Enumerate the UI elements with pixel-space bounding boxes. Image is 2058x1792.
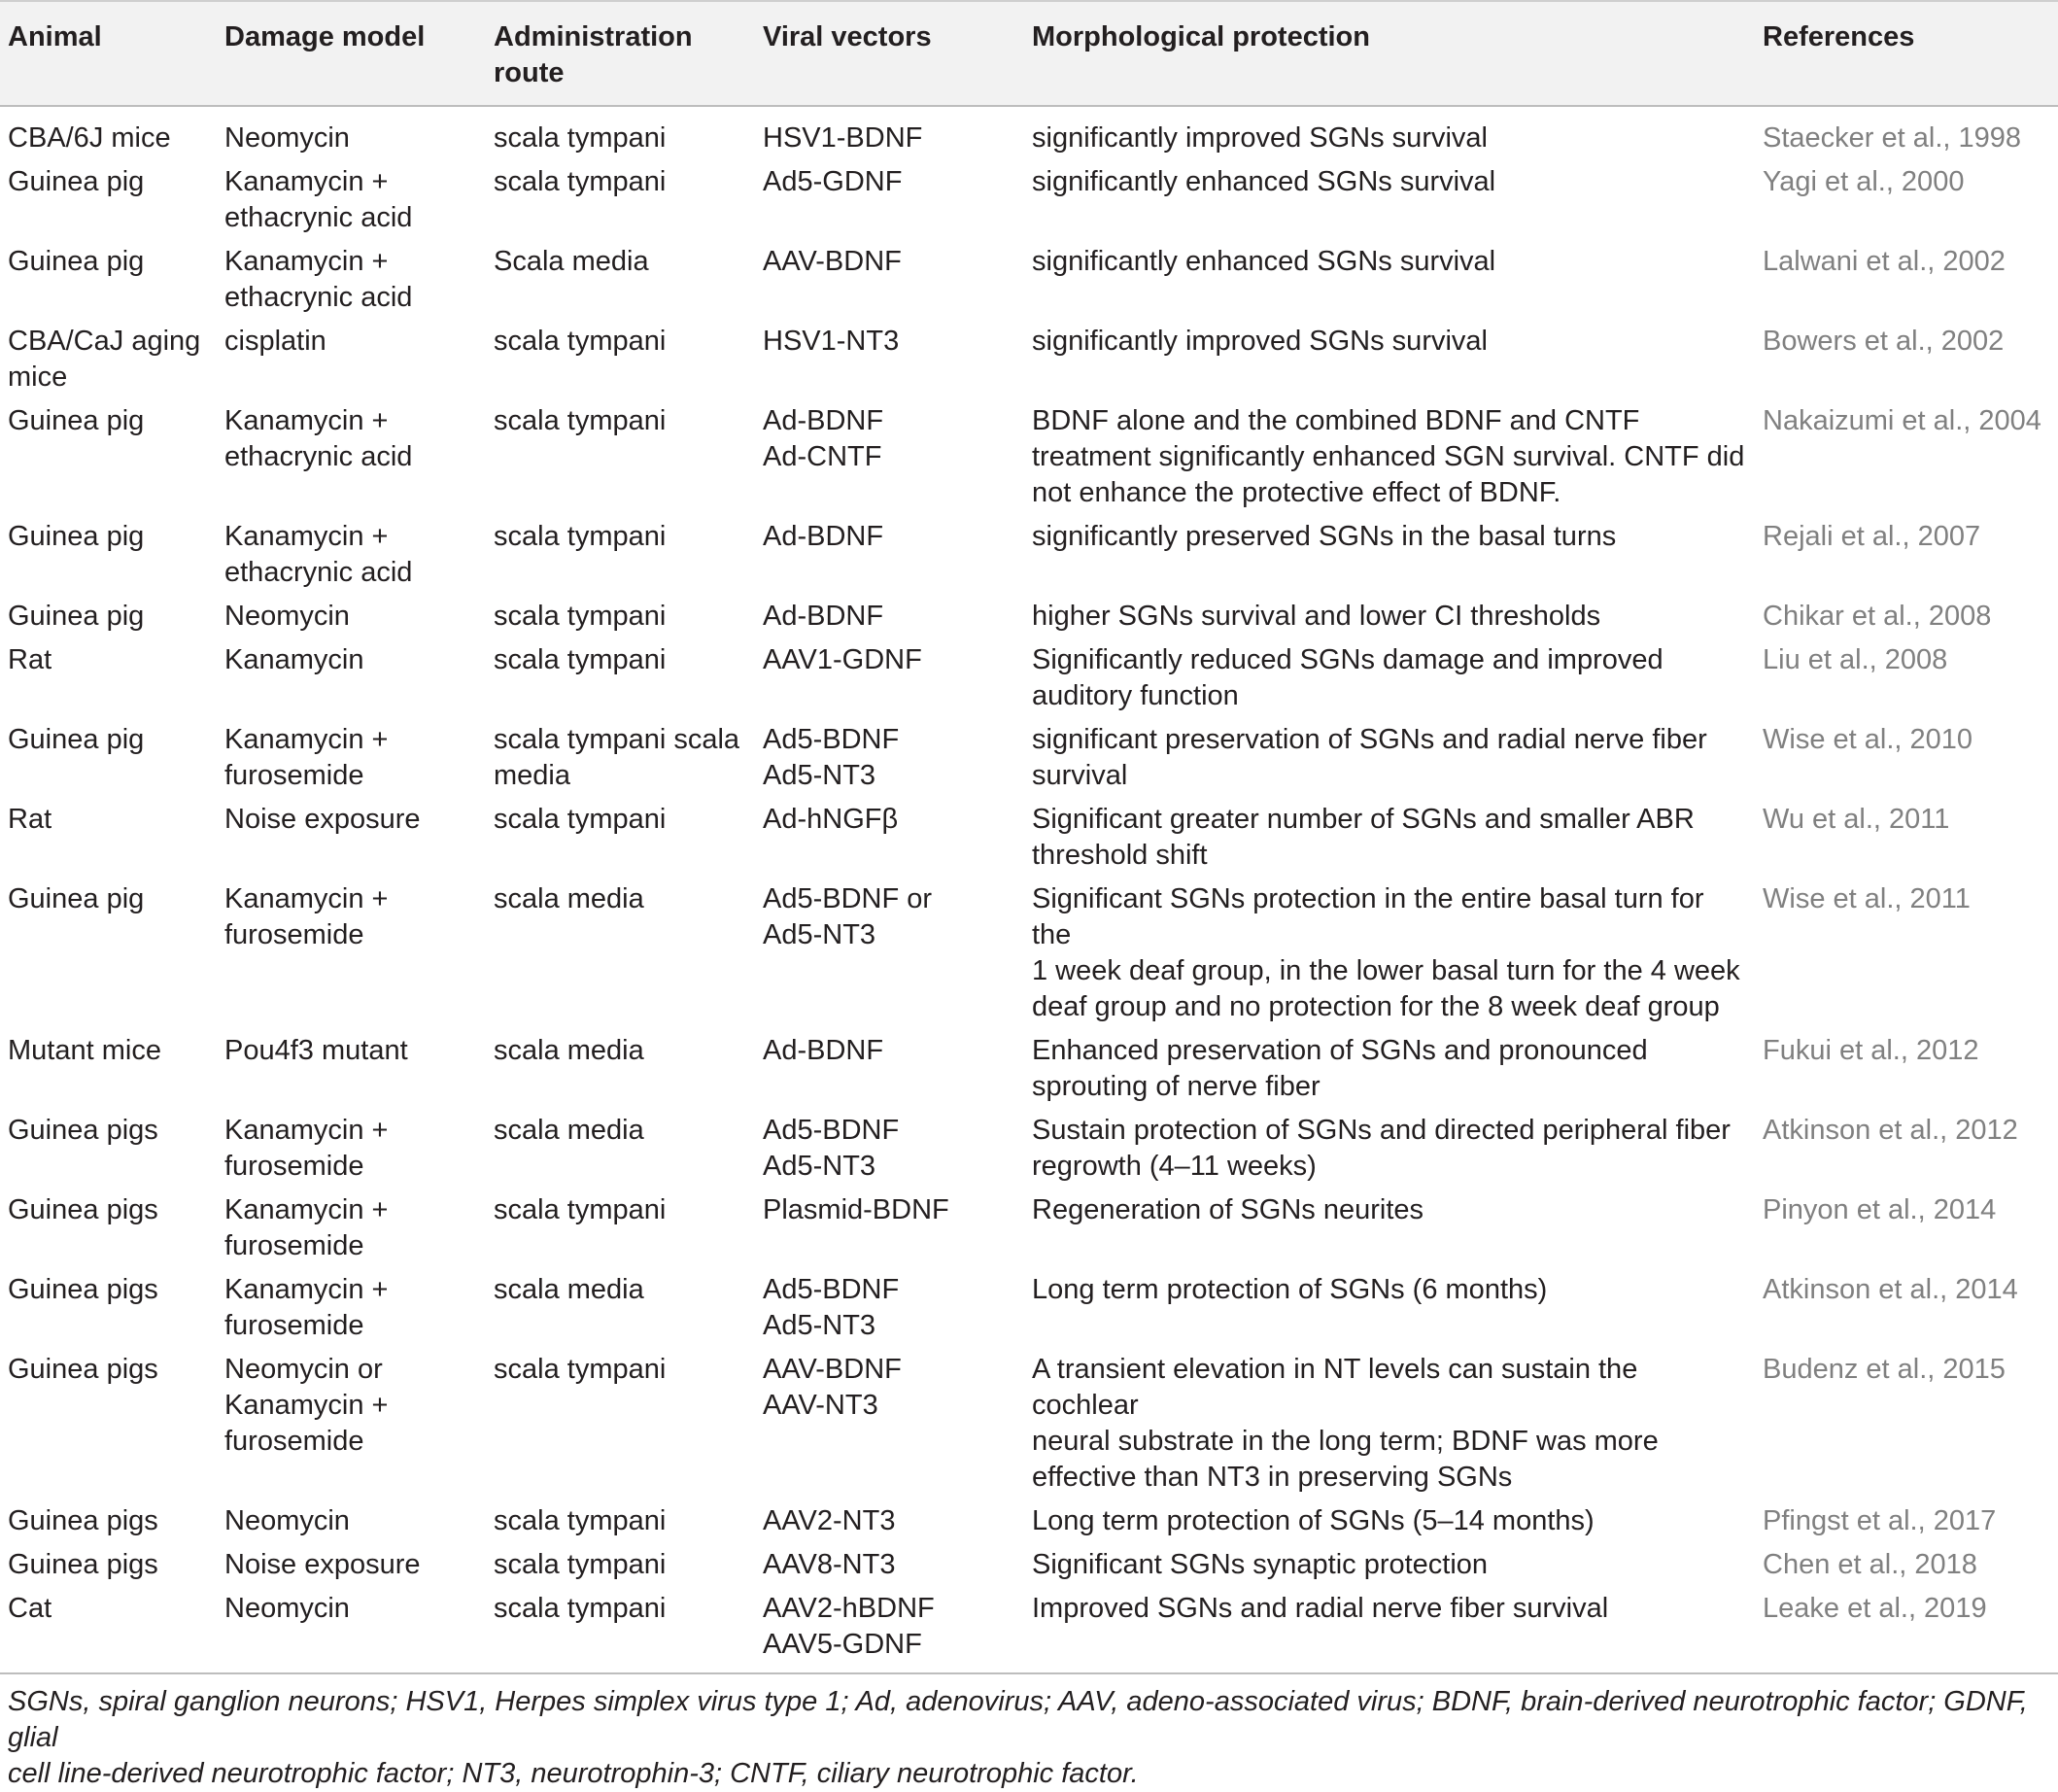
cell-administration-route-line: scala tympani: [494, 122, 667, 154]
cell-reference: Wise et al., 2010: [1763, 724, 1972, 755]
cell-reference: Budenz et al., 2015: [1763, 1354, 2006, 1385]
cell-administration-route: [486, 1109, 755, 1189]
table-row: [0, 399, 2058, 515]
cell-morphological-protection-line: Improved SGNs and radial nerve fiber survival: [1032, 1593, 1609, 1624]
table-row: [0, 1499, 2058, 1543]
header-administration-route-line1: Administration: [494, 21, 693, 52]
cell-viral-vectors: [755, 1587, 1024, 1673]
cell-morphological-protection-line: Sustain protection of SGNs and directed peripheral fiber: [1032, 1115, 1731, 1146]
cell-viral-vectors: [755, 1348, 1024, 1499]
cell-damage-model: [217, 718, 486, 798]
cell-damage-model-line: ethacrynic acid: [224, 282, 413, 313]
cell-animal-line: Guinea pig: [8, 166, 145, 197]
cell-morphological-protection-line: auditory function: [1032, 680, 1239, 711]
cell-animal: [0, 240, 217, 320]
cell-administration-route-line: Scala media: [494, 246, 649, 277]
cell-morphological-protection: [1024, 1348, 1755, 1499]
cell-animal: [0, 1499, 217, 1543]
table-row: [0, 1109, 2058, 1189]
cell-viral-vectors: [755, 320, 1024, 399]
table-footnote: [0, 1674, 2058, 1792]
cell-reference: Staecker et al., 1998: [1763, 122, 2021, 154]
cell-morphological-protection-line: significant preservation of SGNs and radial nerve fiber: [1032, 724, 1707, 755]
cell-morphological-protection-line: neural substrate in the long term; BDNF was more: [1032, 1426, 1659, 1457]
table-row: [0, 1543, 2058, 1587]
cell-viral-vectors: [755, 399, 1024, 515]
cell-viral-vectors-line: Ad5-BDNF: [763, 1115, 900, 1146]
cell-animal-line: Guinea pig: [8, 883, 145, 914]
table-row: [0, 798, 2058, 878]
cell-damage-model: [217, 1499, 486, 1543]
cell-administration-route-line: scala tympani: [494, 405, 667, 436]
table-row: [0, 106, 2058, 160]
cell-administration-route: [486, 798, 755, 878]
header-administration-route: [486, 1, 755, 106]
cell-administration-route: [486, 878, 755, 1029]
header-administration-route-line2: route: [494, 57, 565, 88]
cell-animal-line: Guinea pig: [8, 246, 145, 277]
cell-viral-vectors: [755, 240, 1024, 320]
cell-administration-route: [486, 1189, 755, 1268]
cell-morphological-protection: [1024, 798, 1755, 878]
cell-morphological-protection-line: Significant SGNs protection in the entire basal turn for the: [1032, 883, 1704, 950]
cell-damage-model: [217, 1543, 486, 1587]
cell-viral-vectors-line: AAV1-GDNF: [763, 644, 922, 675]
cell-viral-vectors: [755, 160, 1024, 240]
cell-damage-model-line: Noise exposure: [224, 804, 421, 835]
table-row: [0, 1189, 2058, 1268]
table-row: [0, 515, 2058, 595]
header-viral-vectors: Viral vectors: [755, 1, 1024, 106]
cell-animal-line: Guinea pig: [8, 601, 145, 632]
cell-viral-vectors: [755, 1543, 1024, 1587]
table-body: [0, 106, 2058, 1673]
cell-morphological-protection-line: regrowth (4–11 weeks): [1032, 1151, 1317, 1182]
cell-viral-vectors: [755, 1029, 1024, 1109]
cell-administration-route: [486, 399, 755, 515]
cell-viral-vectors-line: Ad5-BDNF: [763, 724, 900, 755]
header-damage-model: Damage model: [217, 1, 486, 106]
cell-morphological-protection: [1024, 399, 1755, 515]
cell-viral-vectors-line: Ad-BDNF: [763, 521, 884, 552]
cell-damage-model-line: Kanamycin +: [224, 166, 389, 197]
cell-animal-line: Guinea pigs: [8, 1549, 158, 1580]
cell-animal-line: Guinea pigs: [8, 1115, 158, 1146]
cell-animal: [0, 798, 217, 878]
cell-administration-route-line: media: [494, 760, 570, 791]
header-morphological-protection: Morphological protection: [1024, 1, 1755, 106]
cell-reference: Chen et al., 2018: [1763, 1549, 1977, 1580]
cell-viral-vectors-line: Ad-BDNF: [763, 405, 884, 436]
cell-morphological-protection-line: Regeneration of SGNs neurites: [1032, 1194, 1423, 1225]
cell-animal-line: CBA/CaJ aging: [8, 326, 201, 357]
cell-animal-line: Cat: [8, 1593, 52, 1624]
cell-animal: [0, 878, 217, 1029]
cell-morphological-protection-line: deaf group and no protection for the 8 week deaf group: [1032, 991, 1720, 1022]
cell-damage-model-line: Kanamycin +: [224, 724, 389, 755]
cell-viral-vectors-line: AAV2-NT3: [763, 1505, 896, 1536]
cell-damage-model-line: Neomycin: [224, 1505, 350, 1536]
cell-viral-vectors-line: Ad5-NT3: [763, 760, 876, 791]
table-row: [0, 1268, 2058, 1348]
cell-morphological-protection-line: significantly preserved SGNs in the basal turns: [1032, 521, 1617, 552]
cell-administration-route: [486, 515, 755, 595]
cell-administration-route: [486, 160, 755, 240]
cell-administration-route-line: scala tympani: [494, 804, 667, 835]
cell-administration-route: [486, 1348, 755, 1499]
cell-animal-line: Rat: [8, 804, 52, 835]
cell-administration-route: [486, 718, 755, 798]
cell-administration-route-line: scala media: [494, 1115, 644, 1146]
header-references: References: [1755, 1, 2058, 106]
cell-viral-vectors: [755, 878, 1024, 1029]
cell-animal: [0, 1543, 217, 1587]
cell-damage-model: [217, 399, 486, 515]
cell-morphological-protection-line: higher SGNs survival and lower CI thresholds: [1032, 601, 1601, 632]
cell-damage-model-line: Kanamycin +: [224, 883, 389, 914]
header-animal: Animal: [0, 1, 217, 106]
cell-morphological-protection: [1024, 1268, 1755, 1348]
cell-damage-model-line: furosemide: [224, 1310, 364, 1341]
cell-viral-vectors-line: Ad-hNGFβ: [763, 804, 899, 835]
cell-animal: [0, 1109, 217, 1189]
footnote-line1: SGNs, spiral ganglion neurons; HSV1, Herpes simplex virus type 1; Ad, adenovirus; AAV, adeno-associated virus; BDNF, brain-derived neurotrophic factor; GDNF, glial: [8, 1686, 2028, 1753]
cell-morphological-protection: [1024, 878, 1755, 1029]
cell-reference: Pinyon et al., 2014: [1763, 1194, 1997, 1225]
cell-viral-vectors: [755, 798, 1024, 878]
cell-viral-vectors-line: Ad-BDNF: [763, 601, 884, 632]
cell-damage-model: [217, 1189, 486, 1268]
cell-administration-route-line: scala tympani: [494, 166, 667, 197]
cell-morphological-protection: [1024, 718, 1755, 798]
cell-administration-route: [486, 1543, 755, 1587]
cell-morphological-protection-line: threshold shift: [1032, 840, 1208, 871]
cell-morphological-protection-line: Significantly reduced SGNs damage and improved: [1032, 644, 1664, 675]
cell-animal-line: Mutant mice: [8, 1035, 161, 1066]
cell-viral-vectors: [755, 1268, 1024, 1348]
cell-administration-route: [486, 638, 755, 718]
cell-animal-line: CBA/6J mice: [8, 122, 171, 154]
cell-animal-line: Rat: [8, 644, 52, 675]
table-header: [0, 1, 2058, 106]
cell-damage-model-line: Kanamycin +: [224, 521, 389, 552]
table-row: [0, 638, 2058, 718]
cell-morphological-protection: [1024, 515, 1755, 595]
cell-damage-model: [217, 1587, 486, 1673]
cell-morphological-protection: [1024, 1029, 1755, 1109]
table-row: [0, 160, 2058, 240]
cell-damage-model: [217, 106, 486, 160]
cell-animal-line: Guinea pig: [8, 521, 145, 552]
cell-morphological-protection-line: significantly improved SGNs survival: [1032, 122, 1488, 154]
cell-morphological-protection-line: survival: [1032, 760, 1128, 791]
cell-animal-line: Guinea pigs: [8, 1505, 158, 1536]
cell-reference: Leake et al., 2019: [1755, 1587, 2058, 1673]
table-row: [0, 878, 2058, 1029]
cell-morphological-protection: [1024, 320, 1755, 399]
cell-morphological-protection: [1024, 595, 1755, 638]
cell-damage-model-line: Kanamycin +: [224, 246, 389, 277]
cell-damage-model: [217, 160, 486, 240]
cell-viral-vectors-line: AAV-NT3: [763, 1390, 878, 1421]
cell-animal: [0, 515, 217, 595]
cell-morphological-protection-line: Long term protection of SGNs (6 months): [1032, 1274, 1548, 1305]
cell-morphological-protection-line: significantly enhanced SGNs survival: [1032, 166, 1496, 197]
cell-viral-vectors: [755, 515, 1024, 595]
cell-damage-model: [217, 320, 486, 399]
cell-damage-model: [217, 1348, 486, 1499]
cell-viral-vectors: [755, 1109, 1024, 1189]
cell-administration-route-line: scala media: [494, 883, 644, 914]
cell-damage-model-line: furosemide: [224, 1230, 364, 1261]
cell-animal: [0, 1587, 217, 1673]
cell-administration-route: [486, 106, 755, 160]
cell-administration-route-line: scala tympani: [494, 1194, 667, 1225]
cell-administration-route-line: scala tympani: [494, 1549, 667, 1580]
cell-damage-model-line: Kanamycin +: [224, 1274, 389, 1305]
cell-morphological-protection-line: Significant greater number of SGNs and smaller ABR: [1032, 804, 1695, 835]
cell-administration-route-line: scala tympani: [494, 1505, 667, 1536]
cell-animal-line: mice: [8, 362, 68, 393]
table-row: [0, 240, 2058, 320]
cell-animal-line: Guinea pigs: [8, 1354, 158, 1385]
cell-viral-vectors-line: Ad5-BDNF: [763, 1274, 900, 1305]
cell-viral-vectors: [755, 1189, 1024, 1268]
cell-damage-model: [217, 638, 486, 718]
cell-reference: Yagi et al., 2000: [1763, 166, 1965, 197]
cell-viral-vectors-line: AAV2-hBDNF: [763, 1593, 935, 1624]
cell-morphological-protection: [1024, 1587, 1755, 1673]
cell-reference: Wise et al., 2011: [1763, 883, 1971, 914]
cell-animal-line: Guinea pigs: [8, 1274, 158, 1305]
cell-damage-model: [217, 515, 486, 595]
cell-morphological-protection-line: Long term protection of SGNs (5–14 months): [1032, 1505, 1595, 1536]
cell-damage-model: [217, 798, 486, 878]
cell-administration-route-line: scala media: [494, 1035, 644, 1066]
cell-damage-model: [217, 1268, 486, 1348]
cell-animal: [0, 399, 217, 515]
cell-morphological-protection-line: A transient elevation in NT levels can sustain the cochlear: [1032, 1354, 1638, 1421]
cell-animal: [0, 160, 217, 240]
cell-damage-model-line: Kanamycin: [224, 644, 364, 675]
cell-damage-model-line: Neomycin or: [224, 1354, 383, 1385]
cell-damage-model-line: Noise exposure: [224, 1549, 421, 1580]
cell-animal: [0, 595, 217, 638]
cell-damage-model-line: Neomycin: [224, 122, 350, 154]
cell-morphological-protection: [1024, 1109, 1755, 1189]
cell-reference: Fukui et al., 2012: [1763, 1035, 1979, 1066]
cell-animal-line: Guinea pigs: [8, 1194, 158, 1225]
cell-viral-vectors-line: Ad-BDNF: [763, 1035, 884, 1066]
cell-viral-vectors-line: AAV-BDNF: [763, 246, 902, 277]
cell-morphological-protection-line: sprouting of nerve fiber: [1032, 1071, 1321, 1102]
cell-administration-route-line: scala media: [494, 1274, 644, 1305]
cell-viral-vectors-line: Ad5-BDNF or: [763, 883, 933, 914]
cell-reference: Chikar et al., 2008: [1763, 601, 1992, 632]
cell-animal: [0, 1189, 217, 1268]
cell-administration-route: [486, 595, 755, 638]
cell-viral-vectors-line: Ad5-NT3: [763, 919, 876, 950]
cell-animal: [0, 718, 217, 798]
cell-morphological-protection-line: not enhance the protective effect of BDNF.: [1032, 477, 1561, 508]
cell-morphological-protection: [1024, 1543, 1755, 1587]
cell-damage-model-line: furosemide: [224, 1151, 364, 1182]
cell-morphological-protection: [1024, 1499, 1755, 1543]
footnote-line2: cell line-derived neurotrophic factor; NT3, neurotrophin-3; CNTF, ciliary neurotrophic factor.: [8, 1758, 1139, 1789]
cell-morphological-protection: [1024, 240, 1755, 320]
cell-animal: [0, 320, 217, 399]
cell-reference: Atkinson et al., 2014: [1763, 1274, 2018, 1305]
cell-morphological-protection-line: Significant SGNs synaptic protection: [1032, 1549, 1489, 1580]
cell-morphological-protection-line: 1 week deaf group, in the lower basal turn for the 4 week: [1032, 955, 1740, 986]
cell-viral-vectors: [755, 106, 1024, 160]
cell-damage-model-line: furosemide: [224, 919, 364, 950]
cell-viral-vectors-line: Ad5-NT3: [763, 1310, 876, 1341]
cell-administration-route-line: scala tympani scala: [494, 724, 740, 755]
cell-viral-vectors-line: AAV-BDNF: [763, 1354, 902, 1385]
cell-animal: [0, 1348, 217, 1499]
cell-administration-route: [486, 1029, 755, 1109]
cell-damage-model-line: ethacrynic acid: [224, 557, 413, 588]
cell-animal: [0, 1029, 217, 1109]
cell-administration-route-line: scala tympani: [494, 326, 667, 357]
cell-viral-vectors: [755, 638, 1024, 718]
cell-viral-vectors-line: HSV1-NT3: [763, 326, 900, 357]
cell-administration-route: [486, 1499, 755, 1543]
cell-administration-route: [486, 1587, 755, 1673]
table-row: [0, 1029, 2058, 1109]
cell-damage-model: [217, 878, 486, 1029]
cell-reference: Pfingst et al., 2017: [1763, 1505, 1997, 1536]
cell-administration-route-line: scala tympani: [494, 644, 667, 675]
cell-viral-vectors-line: AAV5-GDNF: [763, 1629, 922, 1660]
cell-morphological-protection: [1024, 638, 1755, 718]
cell-reference: Bowers et al., 2002: [1763, 326, 2005, 357]
cell-damage-model: [217, 1029, 486, 1109]
cell-administration-route-line: scala tympani: [494, 1354, 667, 1385]
cell-animal: [0, 638, 217, 718]
cell-damage-model-line: Pou4f3 mutant: [224, 1035, 408, 1066]
cell-viral-vectors-line: Ad-CNTF: [763, 441, 882, 472]
cell-animal: [0, 106, 217, 160]
cell-administration-route-line: scala tympani: [494, 521, 667, 552]
cell-morphological-protection: [1024, 106, 1755, 160]
cell-viral-vectors-line: HSV1-BDNF: [763, 122, 923, 154]
cell-morphological-protection-line: effective than NT3 in preserving SGNs: [1032, 1462, 1513, 1493]
cell-viral-vectors: [755, 718, 1024, 798]
cell-damage-model: [217, 240, 486, 320]
cell-reference: Lalwani et al., 2002: [1763, 246, 2006, 277]
table-row: [0, 320, 2058, 399]
cell-damage-model: [217, 1109, 486, 1189]
cell-damage-model-line: furosemide: [224, 760, 364, 791]
table-row: [0, 718, 2058, 798]
cell-reference: Wu et al., 2011: [1763, 804, 1950, 835]
cell-morphological-protection-line: Enhanced preservation of SGNs and pronounced: [1032, 1035, 1648, 1066]
cell-damage-model-line: Kanamycin +: [224, 1390, 389, 1421]
cell-damage-model-line: Kanamycin +: [224, 405, 389, 436]
cell-viral-vectors-line: Ad5-NT3: [763, 1151, 876, 1182]
cell-damage-model-line: ethacrynic acid: [224, 202, 413, 233]
cell-administration-route: [486, 320, 755, 399]
cell-damage-model-line: Neomycin: [224, 1593, 350, 1624]
cell-damage-model-line: ethacrynic acid: [224, 441, 413, 472]
cell-reference: Nakaizumi et al., 2004: [1763, 405, 2041, 436]
cell-animal: [0, 1268, 217, 1348]
cell-administration-route-line: scala tympani: [494, 601, 667, 632]
cell-viral-vectors: [755, 1499, 1024, 1543]
cell-reference: Atkinson et al., 2012: [1763, 1115, 2018, 1146]
cell-morphological-protection-line: significantly improved SGNs survival: [1032, 326, 1488, 357]
cell-viral-vectors-line: Plasmid-BDNF: [763, 1194, 949, 1225]
table-row: [0, 1587, 2058, 1673]
table-row: [0, 595, 2058, 638]
cell-administration-route-line: scala tympani: [494, 1593, 667, 1624]
cell-damage-model: [217, 595, 486, 638]
cell-damage-model-line: Kanamycin +: [224, 1194, 389, 1225]
cell-reference: Liu et al., 2008: [1763, 644, 1948, 675]
cell-morphological-protection-line: treatment significantly enhanced SGN survival. CNTF did: [1032, 441, 1745, 472]
cell-viral-vectors-line: Ad5-GDNF: [763, 166, 903, 197]
header-row: [0, 1, 2058, 106]
cell-viral-vectors: [755, 595, 1024, 638]
cell-administration-route: [486, 1268, 755, 1348]
cell-reference: Rejali et al., 2007: [1763, 521, 1981, 552]
table-row: [0, 1348, 2058, 1499]
cell-animal-line: Guinea pig: [8, 724, 145, 755]
cell-morphological-protection-line: BDNF alone and the combined BDNF and CNTF: [1032, 405, 1640, 436]
cell-damage-model-line: Kanamycin +: [224, 1115, 389, 1146]
cell-viral-vectors-line: AAV8-NT3: [763, 1549, 896, 1580]
cell-morphological-protection: [1024, 1189, 1755, 1268]
cell-morphological-protection: [1024, 160, 1755, 240]
cell-administration-route: [486, 240, 755, 320]
cell-damage-model-line: Neomycin: [224, 601, 350, 632]
cell-damage-model-line: cisplatin: [224, 326, 326, 357]
cell-morphological-protection-line: significantly enhanced SGNs survival: [1032, 246, 1496, 277]
cell-animal-line: Guinea pig: [8, 405, 145, 436]
cell-damage-model-line: furosemide: [224, 1426, 364, 1457]
